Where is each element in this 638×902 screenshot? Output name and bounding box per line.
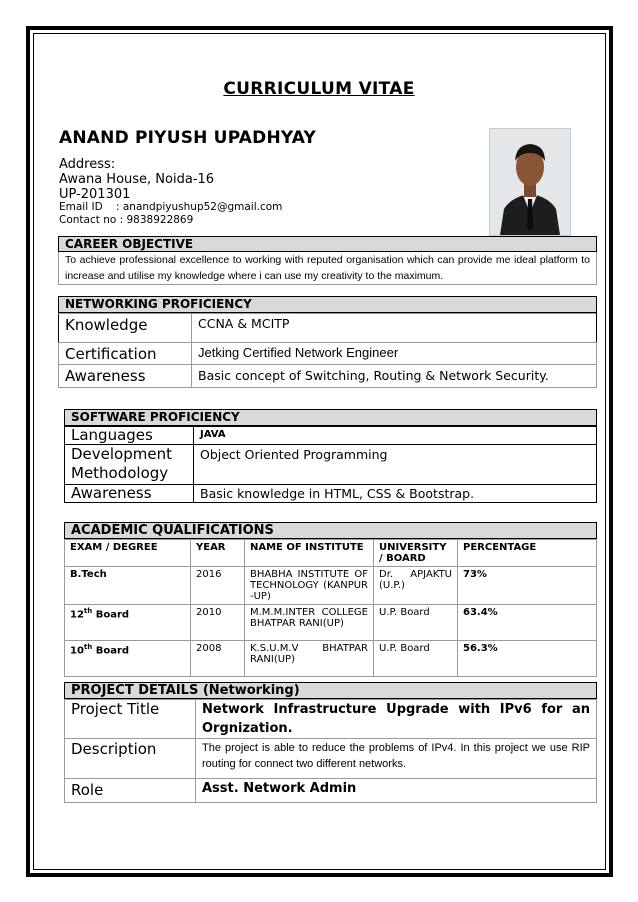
table-row [65, 427, 597, 445]
address-label: Address: [59, 157, 116, 172]
table-header-row [65, 540, 597, 567]
software-label: Languages [65, 427, 194, 445]
address-line1: Awana House, Noida-16 [59, 172, 215, 187]
year-cell: 2008 [191, 641, 245, 677]
column-header: PERCENTAGE [458, 540, 597, 567]
table-row [65, 739, 597, 779]
project-label: Role [65, 779, 196, 803]
table-row [65, 700, 597, 739]
contact-line: Contact no : 9838922869 [59, 214, 194, 226]
software-value: Basic knowledge in HTML, CSS & Bootstrap. [194, 485, 597, 503]
board-cell: Dr. APJAKTU (U.P.) [374, 567, 458, 605]
board-cell: U.P. Board [374, 605, 458, 641]
table-row [59, 314, 597, 343]
exam-cell: B.Tech [65, 567, 191, 605]
networking-value: Jetking Certified Network Engineer [192, 343, 597, 365]
project-label: Project Title [65, 700, 196, 739]
institute-cell: K.S.U.M.V BHATPAR RANI(UP) [245, 641, 374, 677]
column-header: NAME OF INSTITUTE [245, 540, 374, 567]
column-header: EXAM / DEGREE [65, 540, 191, 567]
project-value: Asst. Network Admin [196, 779, 597, 803]
percentage-cell: 73% [458, 567, 597, 605]
table-row [65, 567, 597, 605]
board-cell: U.P. Board [374, 641, 458, 677]
academic-heading: ACADEMIC QUALIFICATIONS [64, 522, 597, 539]
person-silhouette-icon [490, 129, 570, 235]
networking-table [58, 313, 597, 388]
table-row [65, 605, 597, 641]
academic-table [64, 539, 597, 677]
software-table [64, 426, 597, 503]
software-label: Awareness [65, 485, 194, 503]
table-row [59, 365, 597, 388]
year-cell: 2016 [191, 567, 245, 605]
networking-label: Knowledge [59, 314, 192, 343]
table-row [65, 445, 597, 485]
column-header: UNIVERSITY / BOARD [374, 540, 458, 567]
document-title: CURRICULUM VITAE [223, 79, 415, 99]
software-value: JAVA [194, 427, 597, 445]
networking-value: CCNA & MCITP [192, 314, 597, 343]
networking-label: Certification [59, 343, 192, 365]
networking-label: Awareness [59, 365, 192, 388]
profile-photo [489, 128, 571, 236]
candidate-name: ANAND PIYUSH UPADHYAY [59, 128, 317, 148]
table-row [65, 485, 597, 503]
year-cell: 2010 [191, 605, 245, 641]
career-objective-heading: CAREER OBJECTIVE [58, 236, 597, 252]
software-heading: SOFTWARE PROFICIENCY [64, 409, 597, 426]
software-value: Object Oriented Programming [194, 445, 597, 485]
institute-cell: M.M.M.INTER COLLEGE BHATPAR RANI(UP) [245, 605, 374, 641]
column-header: YEAR [191, 540, 245, 567]
email-line: Email ID : anandpiyushup52@gmail.com [59, 201, 283, 213]
table-row [59, 343, 597, 365]
exam-cell: 12th Board [65, 605, 191, 641]
networking-value: Basic concept of Switching, Routing & Network Security. [192, 365, 597, 388]
table-row [65, 641, 597, 677]
project-value: Network Infrastructure Upgrade with IPv6 for an Orgnization. [196, 700, 597, 739]
table-row [65, 779, 597, 803]
software-label: Development Methodology [65, 445, 194, 485]
networking-heading: NETWORKING PROFICIENCY [58, 296, 597, 313]
institute-cell: BHABHA INSTITUTE OF TECHNOLOGY (KANPUR -UP) [245, 567, 374, 605]
exam-cell: 10th Board [65, 641, 191, 677]
percentage-cell: 63.4% [458, 605, 597, 641]
address-line2: UP-201301 [59, 187, 131, 202]
project-label: Description [65, 739, 196, 779]
project-heading: PROJECT DETAILS (Networking) [64, 682, 597, 699]
project-table [64, 699, 597, 803]
project-value: The project is able to reduce the problems of IPv4. In this project we use RIP routing for connect two different networks. [196, 739, 597, 779]
percentage-cell: 56.3% [458, 641, 597, 677]
career-objective-text: To achieve professional excellence to working with reputed organisation which can provide me ideal platform to increase and utilise my knowledge where i can use my creativity to the maximum. [58, 252, 597, 285]
